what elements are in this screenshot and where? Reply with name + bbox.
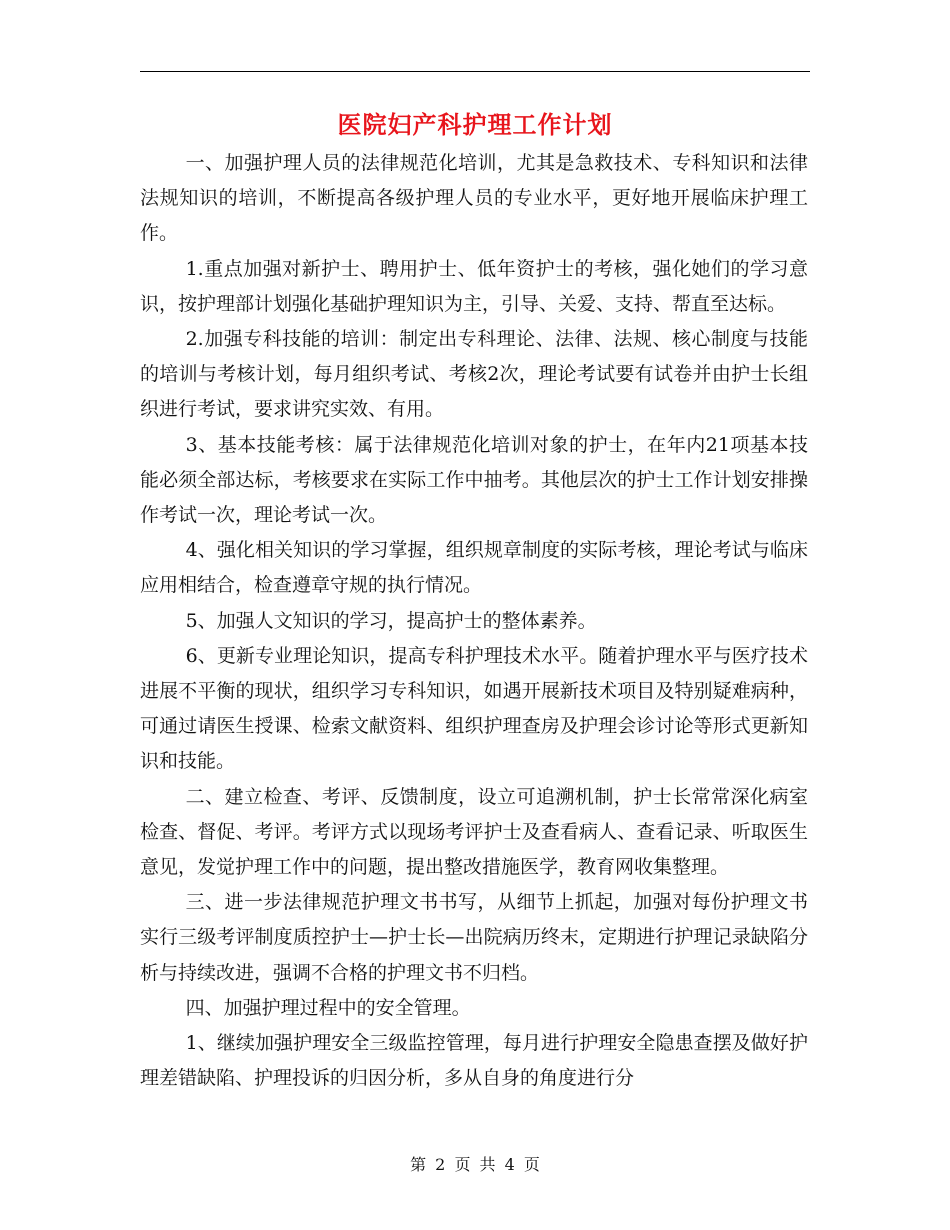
page-number: 第 2 页 共 4 页	[410, 1155, 540, 1174]
document-body	[140, 146, 808, 1096]
document-title: 医院妇产科护理工作计划	[337, 110, 613, 139]
paragraph: 2.加强专科技能的培训：制定出专科理论、法律、法规、核心制度与技能的培训与考核计划，每月组织考试、考核2次，理论考试要有试卷并由护士长组织进行考试，要求讲究实效、有用。	[140, 328, 808, 421]
paragraph: 1.重点加强对新护士、聘用护士、低年资护士的考核，强化她们的学习意识，按护理部计划强化基础护理知识为主，引导、关爱、支持、帮直至达标。	[140, 257, 808, 315]
paragraph: 6、更新专业理论知识，提高专科护理技术水平。随着护理水平与医疗技术进展不平衡的现状，组织学习专科知识，如遇开展新技术项目及特别疑难病种，可通过请医生授课、检索文献资料、组织护理查房及护理会诊讨论等形式更新知识和技能。	[140, 644, 808, 773]
paragraph: 一、加强护理人员的法律规范化培训，尤其是急救技术、专科知识和法律法规知识的培训，不断提高各级护理人员的专业水平，更好地开展临床护理工作。	[140, 152, 808, 245]
paragraph: 二、建立检查、考评、反馈制度，设立可追溯机制，护士长常常深化病室检查、督促、考评。考评方式以现场考评护士及查看病人、查看记录、听取医生意见，发觉护理工作中的问题，提出整改措施医学，教育网收集整理。	[140, 785, 808, 879]
header-rule	[140, 71, 810, 72]
paragraph: 四、加强护理过程中的安全管理。	[185, 996, 471, 1019]
paragraph: 5、加强人文知识的学习，提高护士的整体素养。	[185, 609, 597, 632]
paragraph: 3、基本技能考核：属于法律规范化培训对象的护士，在年内21项基本技能必须全部达标，考核要求在实际工作中抽考。其他层次的护士工作计划安排操作考试一次，理论考试一次。	[140, 433, 808, 527]
paragraph: 三、进一步法律规范护理文书书写，从细节上抓起，加强对每份护理文书实行三级考评制度质控护士—护士长—出院病历终末，定期进行护理记录缺陷分析与持续改进，强调不合格的护理文书不归档。	[140, 891, 808, 984]
paragraph: 1、继续加强护理安全三级监控管理，每月进行护理安全隐患查摆及做好护理差错缺陷、护理投诉的归因分析，多从自身的角度进行分	[140, 1032, 808, 1090]
paragraph: 4、强化相关知识的学习掌握，组织规章制度的实际考核，理论考试与临床应用相结合，检查遵章守规的执行情况。	[140, 539, 808, 597]
